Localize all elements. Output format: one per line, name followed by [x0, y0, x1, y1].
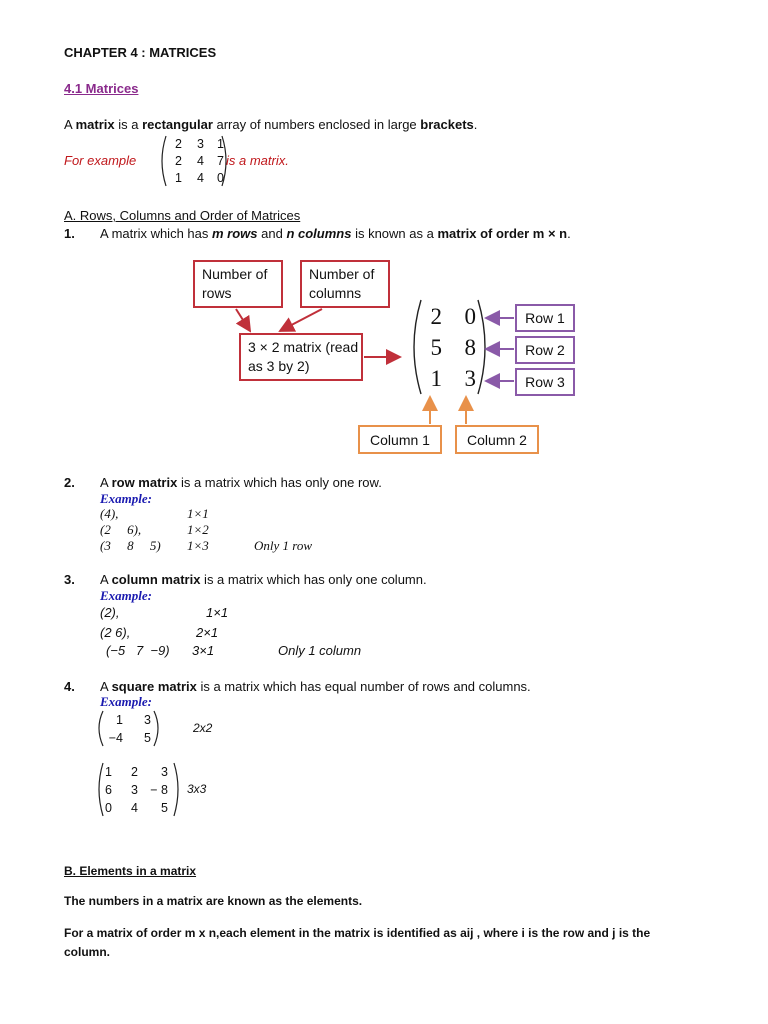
intro-text: A — [64, 117, 76, 132]
matrix-cell: 2 — [175, 137, 182, 151]
item3-ex-matrix: (−5 7 −9) — [106, 643, 170, 658]
item3-ex-matrix: (2 6), — [100, 625, 131, 640]
item4-part: A — [100, 679, 112, 694]
matrix-cell: 6 — [105, 783, 112, 797]
item1-part: . — [567, 226, 571, 241]
item1-order: matrix of order m × n — [437, 226, 568, 241]
matrix-cell: 2 — [175, 154, 182, 168]
item2-ex-matrix: (3 8 5) — [100, 538, 161, 553]
matrix-cell: 5 — [161, 801, 168, 815]
matrix-cell: − 8 — [150, 783, 168, 797]
section-title: 4.1 Matrices — [64, 81, 139, 96]
matrix-cell: 2 — [430, 304, 442, 329]
matrix-cell: 8 — [464, 335, 476, 360]
section-b-heading: B. Elements in a matrix — [64, 864, 197, 878]
matrix-cell: 4 — [131, 801, 138, 815]
item3-example-label: Example: — [100, 588, 152, 603]
intro-term-matrix: matrix — [75, 117, 115, 132]
matrix-cell: 3 — [464, 366, 476, 391]
item3-ex-note: Only 1 column — [278, 643, 362, 658]
item-number: 2. — [64, 475, 75, 490]
item3-part: A — [100, 572, 112, 587]
item2-ex-note: Only 1 row — [254, 538, 313, 553]
item1-n-cols: n columns — [286, 226, 352, 241]
item2-ex-order: 1×2 — [187, 522, 209, 537]
matrix-cell: 3 — [144, 713, 151, 727]
label-column-2: Column 2 — [455, 425, 539, 454]
section-a-heading: A. Rows, Columns and Order of Matrices — [64, 208, 301, 223]
item2-example-label: Example: — [100, 491, 152, 506]
label-row-3: Row 3 — [515, 368, 575, 396]
label-row-1: Row 1 — [515, 304, 575, 332]
item1-part: A matrix which has — [100, 226, 212, 241]
section-b-paragraph-2-line-2: column. — [64, 945, 111, 959]
matrix-cell: 3 — [197, 137, 204, 151]
matrix-cell: 0 — [105, 801, 112, 815]
matrix-cell: 1 — [105, 765, 112, 779]
label-number-of-rows: Number of rows — [193, 260, 283, 308]
item3-term: column matrix — [111, 572, 201, 587]
item2-ex-order: 1×3 — [187, 538, 209, 553]
item3-part: is a matrix which has only one column. — [200, 572, 427, 587]
matrix-cell: 5 — [430, 335, 442, 360]
item2-ex-order: 1×1 — [187, 506, 209, 521]
intro-text: array of numbers enclosed in large — [212, 117, 421, 132]
matrix-cell: 1 — [430, 366, 442, 391]
square-matrix-2x2 — [103, 711, 151, 747]
item2-part: is a matrix which has only one row. — [177, 475, 382, 490]
matrix-cell: 7 — [217, 154, 224, 168]
matrix-cell: −4 — [108, 731, 123, 745]
matrix-cell: 2 — [131, 765, 138, 779]
item3-ex-order: 1×1 — [206, 605, 229, 620]
section-b-paragraph-1: The numbers in a matrix are known as the elements. — [64, 894, 363, 908]
item3-ex-order: 3×1 — [192, 643, 215, 658]
label-number-of-columns: Number of columns — [300, 260, 390, 308]
matrix-cell: 0 — [217, 171, 224, 185]
matrix-cell: 4 — [197, 154, 204, 168]
label-column-1: Column 1 — [358, 425, 442, 454]
item1-m-rows: m rows — [212, 226, 258, 241]
matrix-cell: 3 — [161, 765, 168, 779]
item4-part: is a matrix which has equal number of rows and columns. — [196, 679, 531, 694]
intro-text: . — [473, 117, 478, 132]
square-matrix-2x2-label: 2x2 — [193, 721, 213, 735]
square-matrix-3x3-label: 3x3 — [187, 782, 207, 796]
item4-term: square matrix — [111, 679, 197, 694]
item-number: 1. — [64, 226, 75, 241]
intro-text: is a — [114, 117, 143, 132]
item-number: 3. — [64, 572, 75, 587]
chapter-title: CHAPTER 4 : MATRICES — [64, 45, 217, 60]
item1-part: is known as a — [351, 226, 438, 241]
intro-term-rectangular: rectangular — [142, 117, 213, 132]
item2-ex-matrix: (2 6), — [100, 522, 142, 537]
matrix-cell: 3 — [131, 783, 138, 797]
matrix-cell: 1 — [116, 713, 123, 727]
item2-ex-matrix: (4), — [100, 506, 119, 521]
matrix-cell: 4 — [197, 171, 204, 185]
item-number: 4. — [64, 679, 75, 694]
item3-ex-order: 2×1 — [196, 625, 219, 640]
for-example-suffix: is a matrix. — [226, 153, 289, 168]
matrix-cell: 0 — [464, 304, 476, 329]
for-example-label: For example — [64, 153, 137, 168]
label-row-2: Row 2 — [515, 336, 575, 364]
item1-part: and — [257, 226, 287, 241]
matrix-cell: 5 — [144, 731, 151, 745]
square-matrix-3x3 — [100, 763, 168, 817]
matrix-cell: 1 — [217, 137, 224, 151]
section-b-paragraph-2-line-1: For a matrix of order m x n,each element in the matrix is identified as aij , where i is the row and j is the — [64, 926, 651, 940]
item4-example-label: Example: — [100, 694, 152, 709]
item3-ex-matrix: (2), — [100, 605, 120, 620]
label-3x2-matrix: 3 × 2 matrix (read as 3 by 2) — [239, 333, 363, 381]
intro-term-brackets: brackets — [420, 117, 474, 132]
item2-part: A — [100, 475, 112, 490]
item2-term: row matrix — [111, 475, 178, 490]
matrix-cell: 1 — [175, 171, 182, 185]
